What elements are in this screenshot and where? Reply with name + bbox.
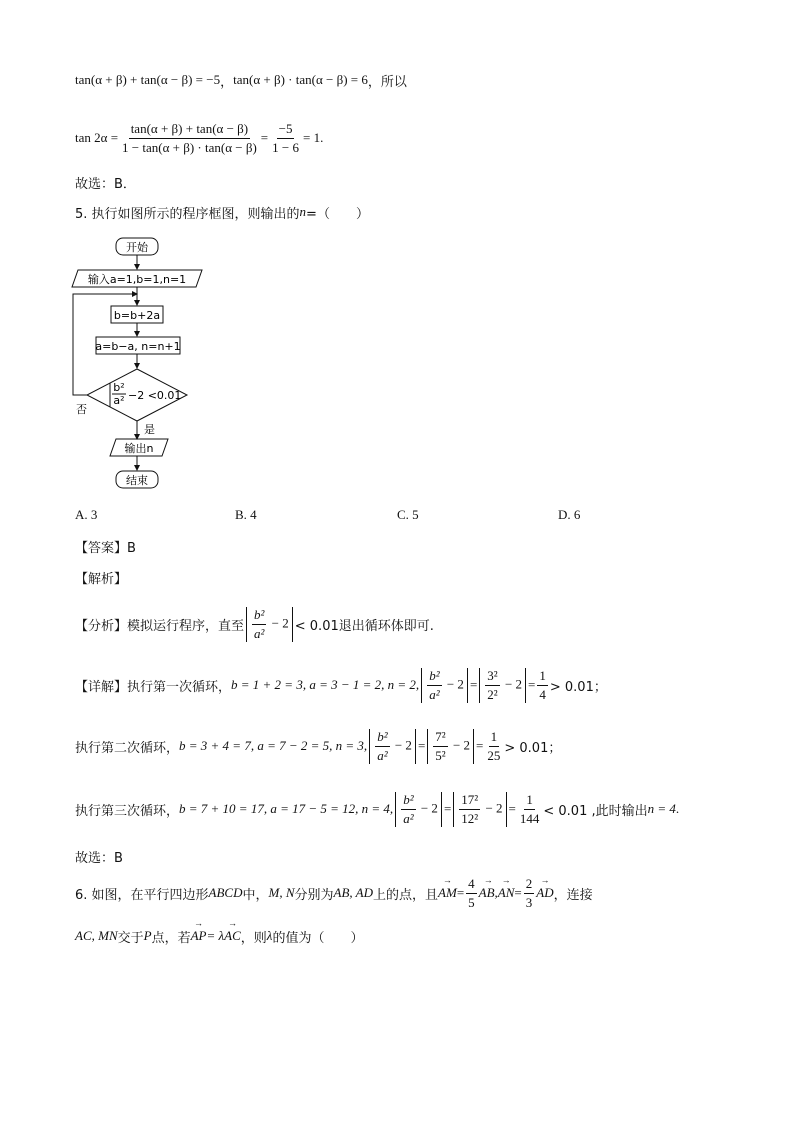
q6-mn: M, N [268,885,295,900]
detail1-eq: = [469,677,478,692]
fenxi-label: 【分析】模拟运行程序，直至 [75,618,245,634]
flow-step2: a=b−a, n=n+1 [95,340,181,353]
eq2-denominator: 1 − tan(α + β) · tan(α − β) [122,139,257,155]
q5-stem [75,202,369,222]
q6-l1a: 6. 如图，在平行四边形 [75,887,209,903]
detail3-m3: − 2 [485,799,503,815]
q6-l2e: 的值为（ ） [272,930,364,946]
eq2-fraction-2 [270,121,301,156]
q6-vec-an: → AN [498,885,515,901]
q6-acmn: AC, MN [75,928,118,943]
flow-cond-num: b² [113,381,125,394]
q6-frac-1 [466,876,477,911]
q6-vec-ab: → AB, [479,885,498,901]
option-b: B. 4 [235,507,257,522]
q6-vec-ac: → AC [224,928,241,944]
detail2-result [485,729,502,764]
detail3-num2: 17² [459,792,480,810]
detail1-result [537,668,548,703]
detail3-result [518,792,542,827]
q6-l1b: 中， [242,887,269,903]
q5-tail: =（ ） [306,206,369,222]
flow-start: 开始 [126,241,148,254]
q6-l2c: 点，若 [151,930,191,946]
eq2-rhs: = 1 [302,130,321,145]
detail2-m3: − 2 [452,736,471,752]
q5-answer: 故选：B [75,850,123,866]
detail3-vals: b = 7 + 10 = 17, a = 17 − 5 = 12, n = 4, [179,801,394,816]
q6-f1n: 4 [466,876,477,894]
q5-detail-1 [75,666,607,704]
q6-vec-am: → AM [438,885,457,901]
detail3-abs1 [395,792,442,827]
flowchart [60,232,220,492]
eq1-sep: ， [220,74,234,90]
q6-lam: = λ [206,928,225,943]
answer-q4: 故选：B． [75,176,136,192]
detail3-rden: 144 [519,810,540,826]
detail1-num: b² [427,668,441,686]
eq2-fraction [120,121,259,156]
q6-l1e: ，连接 [553,887,593,903]
q6-f1d: 5 [468,894,475,910]
q6-abad: AB, AD [333,885,374,900]
detail2-abs1 [369,729,416,764]
detail1-m2: − 2 [446,675,464,691]
eq2-denominator-2: 1 − 6 [272,139,299,155]
detail1-rnum: 1 [537,668,548,686]
detail3-abs2 [453,792,506,827]
q6-p: P [143,928,152,943]
q6-line-1 [75,876,593,910]
q6-eq-2: = [514,885,522,900]
eq2-lhs: tan 2α = [75,130,119,145]
equation-line-1 [75,70,407,90]
detail1-rden: 4 [539,686,546,702]
eq2-numerator: tan(α + β) + tan(α − β) [129,121,250,139]
q5-var: n [299,204,307,219]
detail3-den2: 12² [461,810,479,826]
equation-line-2 [75,118,323,158]
fenxi-abs [246,607,293,642]
q5-answer-label: 【答案】B [75,540,136,556]
eq2-numerator-2: −5 [277,121,295,139]
q6-lam2: λ [266,928,273,943]
q5-detail-3 [75,790,679,828]
detail2-eq: = [417,738,426,753]
flow-end: 结束 [126,474,148,487]
detail2-den2: 5² [435,747,446,763]
flow-yes: 是 [144,423,155,436]
q5-stem-text: 5. 执行如图所示的程序框图，则输出的 [75,206,300,222]
fenxi-rest: − 2 [271,614,289,630]
detail3-eq2: = [508,801,516,816]
q5-fenxi [75,606,434,642]
detail2-num2: 7² [433,729,447,747]
detail3-num: b² [401,792,415,810]
q6-l1c: 分别为 [294,887,334,903]
detail2-label: 执行第二次循环， [75,740,180,756]
detail2-num: b² [375,729,389,747]
flow-input: 输入a=1,b=1,n=1 [87,273,187,286]
detail3-end: . [675,801,680,816]
option-c: C. 5 [397,507,419,522]
flow-no: 否 [76,403,87,416]
eq1-part1: tan(α + β) + tan(α − β) = −5 [75,72,221,87]
detail3-tail: < 0.01 ,此时输出 [543,803,648,819]
q6-frac-2 [524,876,535,911]
detail1-den: a² [429,686,440,702]
q6-f2n: 2 [524,876,535,894]
q5-detail-2 [75,727,561,765]
detail1-eq2: = [528,677,536,692]
option-a: A. 3 [75,507,98,522]
detail2-rden: 25 [487,747,501,763]
detail2-abs2 [427,729,474,764]
option-d: D. 6 [558,507,581,522]
q6-vec-ap: → AP [191,928,207,944]
flow-output: 输出n [124,442,154,455]
q5-analysis-label: 【解析】 [75,571,128,587]
detail1-abs1 [421,668,468,703]
detail2-tail: > 0.01； [504,740,562,756]
detail1-label: 【详解】执行第一次循环， [75,679,232,695]
q6-eq-1: = [456,885,465,900]
flow-cond-rest: −2 <0.01 [128,389,182,402]
detail1-num2: 3² [485,668,499,686]
q6-f2d: 3 [525,894,533,910]
detail3-m2: − 2 [420,799,438,815]
eq1-suffix: ，所以 [367,74,407,90]
detail2-rnum: 1 [489,729,500,747]
detail3-out: n = 4 [647,801,676,816]
detail1-abs2 [479,668,526,703]
fenxi-tail: < 0.01退出循环体即可. [294,618,434,634]
detail2-vals: b = 3 + 4 = 7, a = 7 − 2 = 5, n = 3, [179,738,368,753]
detail1-tail: > 0.01； [549,679,607,695]
detail1-vals: b = 1 + 2 = 3, a = 3 − 1 = 2, n = 2, [231,677,420,692]
q6-line-2 [75,926,363,946]
q6-abcd: ABCD [208,885,243,900]
detail3-label: 执行第三次循环， [75,803,180,819]
q6-l1d: 上的点，且 [373,887,439,903]
detail3-eq: = [443,801,452,816]
fenxi-num: b² [252,607,266,625]
detail1-den2: 2² [487,686,498,702]
detail1-m3: − 2 [504,675,523,691]
eq2-end: . [320,130,324,145]
eq2-equals: = [260,130,269,145]
detail2-m2: − 2 [394,736,412,752]
detail2-den: a² [377,747,388,763]
flow-cond-den: a² [113,394,125,407]
detail3-den: a² [403,810,414,826]
detail2-eq2: = [476,738,484,753]
eq1-part2: tan(α + β) · tan(α − β) = 6 [233,72,368,87]
q6-l2d: ，则 [240,930,267,946]
q6-vec-ad: → AD [536,885,553,901]
detail3-rnum: 1 [524,792,535,810]
fenxi-den: a² [254,625,265,641]
fenxi-fraction [252,607,266,642]
flow-step1: b=b+2a [113,309,161,322]
q6-l2b: 交于 [117,930,144,946]
